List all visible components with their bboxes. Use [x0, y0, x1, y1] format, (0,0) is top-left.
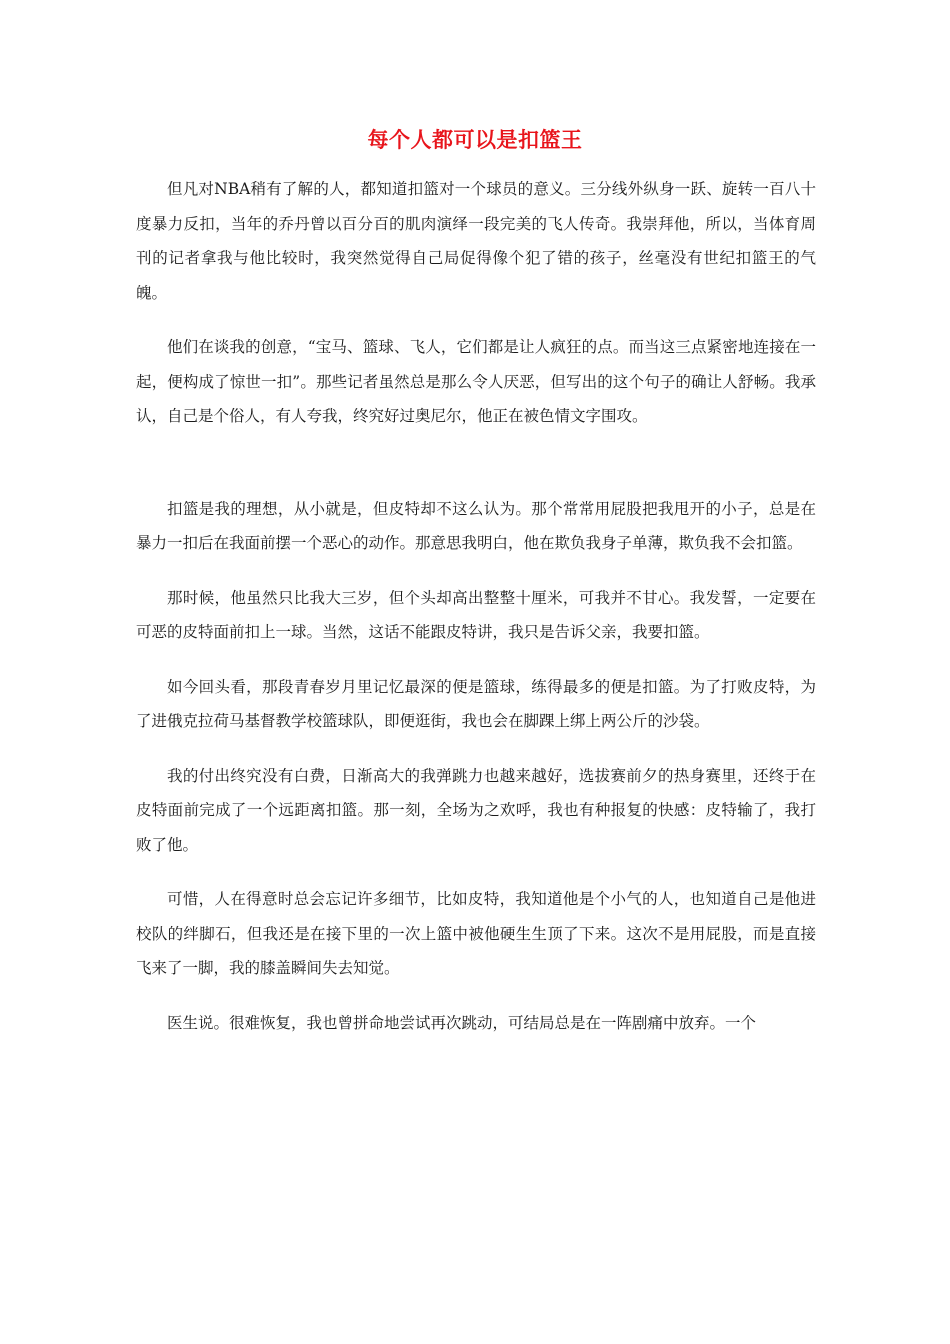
- article-title: 每个人都可以是扣篮王: [367, 128, 583, 152]
- paragraph: 扣篮是我的理想，从小就是，但皮特却不这么认为。那个常常用屁股把我甩开的小子，总是在暴力一扣后在我面前摆一个恶心的动作。那意思我明白，他在欺负我身子单薄，欺负我不会扣篮。: [136, 499, 816, 552]
- paragraph: 但凡对NBA稍有了解的人，都知道扣篮对一个球员的意义。三分线外纵身一跃、旋转一百八十度暴力反扣，当年的乔丹曾以百分百的肌肉演绎一段完美的飞人传奇。我崇拜他，所以，当体育周刊的记者拿我与他比较时，我突然觉得自己局促得像个犯了错的孩子，丝毫没有世纪扣篮王的气魄。: [136, 180, 816, 302]
- paragraph: 我的付出终究没有白费，日渐高大的我弹跳力也越来越好，选拔赛前夕的热身赛里，还终于在皮特面前完成了一个远距离扣篮。那一刻，全场为之欢呼，我也有种报复的快感：皮特输了，我打败了他。: [136, 766, 816, 854]
- paragraph: 如今回头看，那段青春岁月里记忆最深的便是篮球，练得最多的便是扣篮。为了打败皮特，为了进俄克拉荷马基督教学校篮球队，即便逛街，我也会在脚踝上绑上两公斤的沙袋。: [136, 677, 816, 730]
- paragraph: 那时候，他虽然只比我大三岁，但个头却高出整整十厘米，可我并不甘心。我发誓，一定要在可恶的皮特面前扣上一球。当然，这话不能跟皮特讲，我只是告诉父亲，我要扣篮。: [136, 588, 816, 641]
- paragraph: 可惜，人在得意时总会忘记许多细节，比如皮特，我知道他是个小气的人，也知道自己是他进校队的绊脚石，但我还是在接下里的一次上篮中被他硬生生顶了下来。这次不是用屁股，而是直接飞来了一脚，我的膝盖瞬间失去知觉。: [136, 890, 816, 977]
- article-body: [136, 172, 816, 1040]
- paragraph: 他们在谈我的创意，“宝马、篮球、飞人，它们都是让人疯狂的点。而当这三点紧密地连接在一起，便构成了惊世一扣”。那些记者虽然总是那么令人厌恶，但写出的这个句子的确让人舒畅。我承认，自己是个俗人，有人夸我，终究好过奥尼尔，他正在被色情文字围攻。: [136, 338, 816, 425]
- paragraph: 医生说。很难恢复，我也曾拼命地尝试再次跳动，可结局总是在一阵剧痛中放弃。一个: [167, 1013, 757, 1032]
